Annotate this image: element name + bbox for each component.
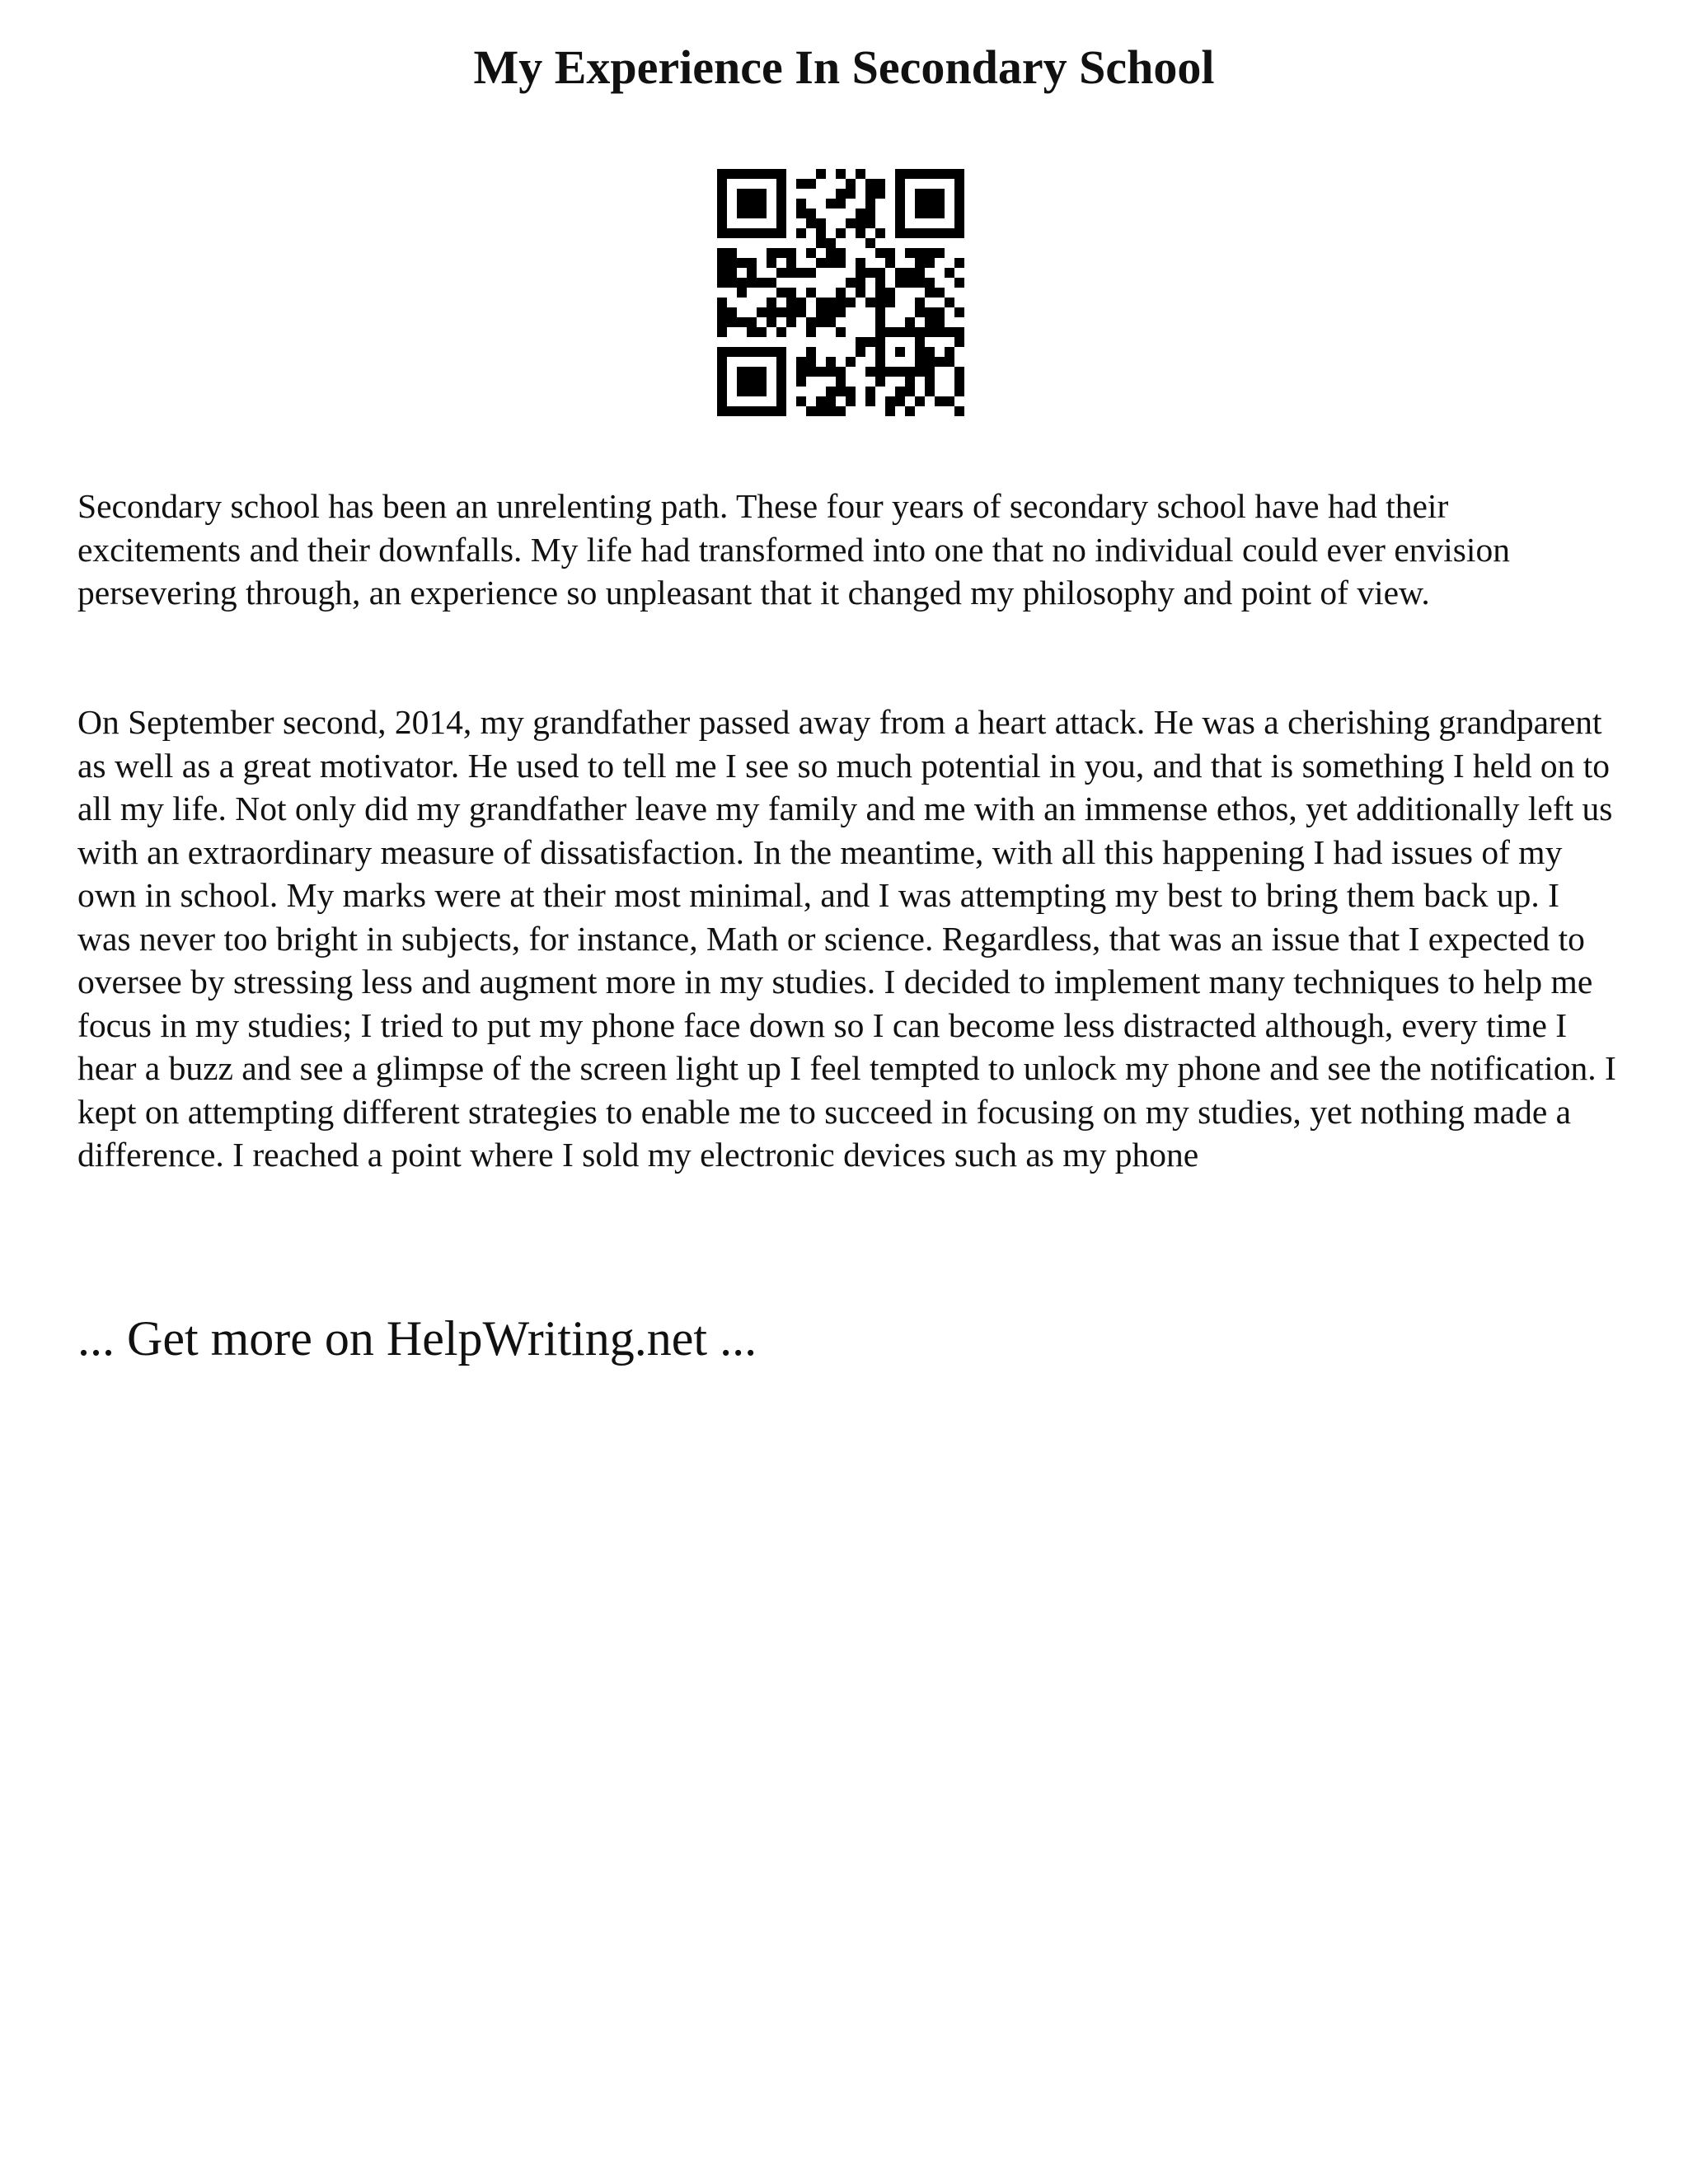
qr-code-icon — [717, 169, 964, 416]
essay-paragraph-2: On September second, 2014, my grandfather passed away from a heart attack. He was a cherishing grandparent as well as a great motivator. He used to tell me I see so much potential in you, and that is something I held on to all my life. Not only did my grandfather leave my family and me with an immense ethos, yet additionally left us with an extraordinary measure of dissatisfaction. In the meantime, with all this happening I had issues of my own in school. My marks were at their most minimal, and I was attempting my best to bring them back up. I was never too bright in subjects, for instance, Math or science. Regardless, that was an issue that I expected to oversee by stressing less and augment more in my studies. I decided to implement many techniques to help me focus in my studies; I tried to put my phone face down so I can become less distracted although, every time I hear a buzz and see a glimpse of the screen light up I feel tempted to unlock my phone and see the notification. I kept on attempting different strategies to enable me to succeed in focusing on my studies, yet nothing made a difference. I reached a point where I sold my electronic devices such as my phone — [77, 703, 1616, 1174]
essay-paragraph-1: Secondary school has been an unrelenting path. These four years of secondary school have had their excitements and their downfalls. My life had transformed into one that no individual could ever envision persevering through, an experience so unpleasant that it changed my philosophy and point of view. — [77, 487, 1510, 612]
get-more-link[interactable]: ... Get more on HelpWriting.net ... — [77, 1311, 757, 1366]
page-title: My Experience In Secondary School — [473, 40, 1215, 94]
